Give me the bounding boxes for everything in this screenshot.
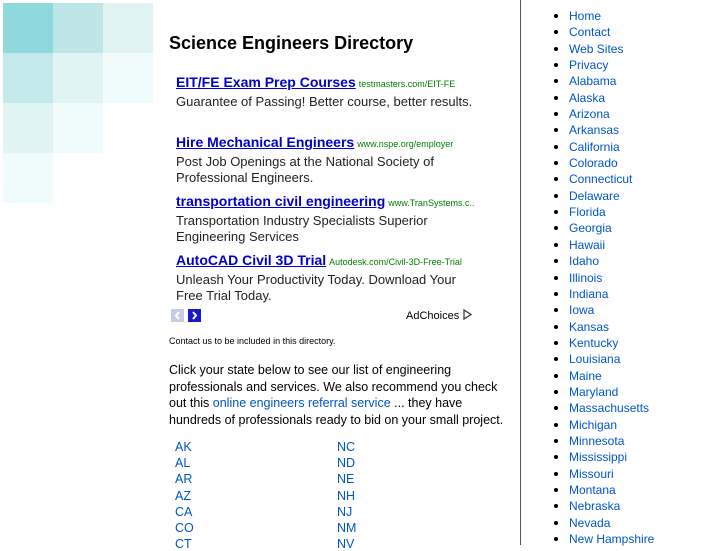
sidebar-item <box>554 417 654 433</box>
sidebar-link[interactable]: Minnesota <box>569 433 625 448</box>
ad-url[interactable]: www.nspe.org/employer <box>357 139 454 149</box>
decorative-tile <box>103 53 153 103</box>
decorative-tile <box>3 153 53 203</box>
chevron-right-icon <box>188 309 201 322</box>
sidebar-item <box>554 335 654 351</box>
sidebar-item <box>554 24 654 40</box>
sidebar-link[interactable]: Michigan <box>569 417 618 432</box>
sidebar-item <box>554 204 654 220</box>
sidebar-item <box>554 498 654 514</box>
sidebar-item <box>554 449 654 465</box>
sidebar-link[interactable]: Louisiana <box>569 352 621 367</box>
sidebar-item <box>554 8 654 24</box>
sidebar-link[interactable]: Maryland <box>569 384 619 399</box>
sidebar-link[interactable]: Mississippi <box>569 450 628 465</box>
state-link[interactable]: NH <box>337 489 356 503</box>
ad-block <box>176 73 476 110</box>
decorative-tile <box>53 53 103 103</box>
sidebar-item <box>554 139 654 155</box>
state-link[interactable]: NJ <box>337 505 353 519</box>
sidebar-item <box>554 73 654 89</box>
state-link[interactable]: ND <box>337 456 356 470</box>
sidebar-link[interactable]: Iowa <box>569 303 595 318</box>
ad-title-link[interactable]: EIT/FE Exam Prep Courses <box>176 74 356 90</box>
sidebar-item <box>554 270 654 286</box>
state-link[interactable]: CT <box>175 537 192 551</box>
adchoices-label: AdChoices <box>406 310 460 322</box>
sidebar-link[interactable]: Delaware <box>569 188 620 203</box>
sidebar-item <box>554 155 654 171</box>
sidebar-item <box>554 515 654 531</box>
sidebar-item <box>554 57 654 73</box>
sidebar-link[interactable]: Missouri <box>569 466 614 481</box>
ad-block <box>176 133 476 186</box>
state-link[interactable]: CO <box>175 521 194 535</box>
intro-text: ... they have hundreds of professionals ready to bid on your small project. <box>169 396 504 427</box>
ad-title-link[interactable]: transportation civil engineering <box>176 193 386 209</box>
ad-url[interactable]: www.TranSystems.c.. <box>388 198 475 208</box>
sidebar-link[interactable]: Web Sites <box>569 41 624 56</box>
sidebar-link[interactable]: Colorado <box>569 156 618 171</box>
sidebar-item <box>554 106 654 122</box>
sidebar-item <box>554 188 654 204</box>
ad-description: Guarantee of Passing! Better course, better results. <box>176 94 473 109</box>
sidebar-link[interactable]: Alabama <box>569 74 617 89</box>
ad-block <box>176 192 476 245</box>
sidebar-link[interactable]: Florida <box>569 205 606 220</box>
ad-next-button[interactable] <box>188 309 201 322</box>
decorative-tile <box>3 103 53 153</box>
column-divider <box>520 0 521 545</box>
ad-prev-button[interactable] <box>171 309 184 322</box>
sidebar-link[interactable]: Kentucky <box>569 335 619 350</box>
sidebar-item <box>554 384 654 400</box>
sidebar-item <box>554 171 654 187</box>
sidebar-link[interactable]: Illinois <box>569 270 603 285</box>
sidebar-link[interactable]: Idaho <box>569 254 600 269</box>
sidebar-link[interactable]: Nevada <box>569 515 611 530</box>
sidebar-link[interactable]: Alaska <box>569 90 606 105</box>
decorative-tile <box>103 3 153 53</box>
sidebar-link[interactable]: Georgia <box>569 221 612 236</box>
decorative-tile <box>3 53 53 103</box>
chevron-left-icon <box>171 309 184 322</box>
contact-note: Contact us to be included in this directory. <box>169 336 336 346</box>
ad-url[interactable]: Autodesk.com/Civil-3D-Free-Trial <box>329 257 462 267</box>
decorative-tile <box>53 3 103 53</box>
sidebar-item <box>554 482 654 498</box>
sidebar-item <box>554 433 654 449</box>
sidebar-link[interactable]: Contact <box>569 25 611 40</box>
sidebar-item <box>554 220 654 236</box>
sidebar-item <box>554 122 654 138</box>
sidebar-link[interactable]: Hawaii <box>569 237 606 252</box>
sidebar-item <box>554 466 654 482</box>
ad-url[interactable]: testmasters.com/EIT-FE <box>358 79 456 89</box>
sidebar-link[interactable]: Maine <box>569 368 602 383</box>
sidebar-link[interactable]: Arizona <box>569 107 610 122</box>
sidebar-item <box>554 41 654 57</box>
referral-service-link[interactable]: online engineers referral service <box>212 396 391 410</box>
ad-description: Post Job Openings at the National Society of Professional Engineers. <box>176 154 434 185</box>
sidebar-link[interactable]: Massachusetts <box>569 401 650 416</box>
adchoices-link[interactable] <box>406 309 472 322</box>
sidebar-item <box>554 351 654 367</box>
ad-title-line <box>176 73 476 93</box>
state-link[interactable]: NE <box>337 472 355 486</box>
sidebar-item <box>554 302 654 318</box>
state-link[interactable]: NC <box>337 440 356 454</box>
sidebar-item <box>554 368 654 384</box>
sidebar-link[interactable]: Connecticut <box>569 172 633 187</box>
sidebar-link[interactable]: Home <box>569 9 602 23</box>
sidebar-item <box>554 90 654 106</box>
ad-title-line <box>176 251 476 271</box>
play-triangle-icon <box>462 309 472 320</box>
state-link[interactable]: NV <box>337 537 355 551</box>
sidebar-link[interactable]: Arkansas <box>569 123 620 138</box>
ad-title-line <box>176 133 476 153</box>
sidebar-link[interactable]: New Hampshire <box>569 532 655 546</box>
intro-text: Click your state below to see our list of engineering professionals and services. We also recommend you check out this <box>169 363 498 410</box>
sidebar-link[interactable]: Indiana <box>569 286 609 301</box>
ad-description: Transportation Industry Specialists Superior Engineering Services <box>176 213 428 244</box>
sidebar-item <box>554 237 654 253</box>
state-link[interactable]: AL <box>175 456 191 470</box>
sidebar-nav <box>554 8 654 547</box>
state-link[interactable]: AR <box>175 472 193 486</box>
ad-title-line <box>176 192 476 212</box>
state-link[interactable]: CA <box>175 505 193 519</box>
sidebar-link[interactable]: Nebraska <box>569 499 621 514</box>
ad-title-link[interactable]: Hire Mechanical Engineers <box>176 134 355 150</box>
state-link[interactable]: AZ <box>175 489 191 503</box>
state-link[interactable]: AK <box>175 440 192 454</box>
ad-block <box>176 251 476 304</box>
decorative-tile <box>3 3 53 53</box>
sidebar-item <box>554 286 654 302</box>
sidebar-link[interactable]: Montana <box>569 482 616 497</box>
sidebar-link[interactable]: Kansas <box>569 319 610 334</box>
ad-description: Unleash Your Productivity Today. Download Your Free Trial Today. <box>176 272 456 303</box>
sidebar-link[interactable]: California <box>569 139 620 154</box>
ad-title-link[interactable]: AutoCAD Civil 3D Trial <box>176 252 327 268</box>
decorative-tile <box>53 103 103 153</box>
sidebar-link[interactable]: Privacy <box>569 58 609 73</box>
state-link[interactable]: NM <box>337 521 357 535</box>
sidebar-item <box>554 400 654 416</box>
sidebar-item <box>554 253 654 269</box>
page-title: Science Engineers Directory <box>169 33 414 53</box>
sidebar-item <box>554 319 654 335</box>
intro-paragraph <box>169 362 509 428</box>
